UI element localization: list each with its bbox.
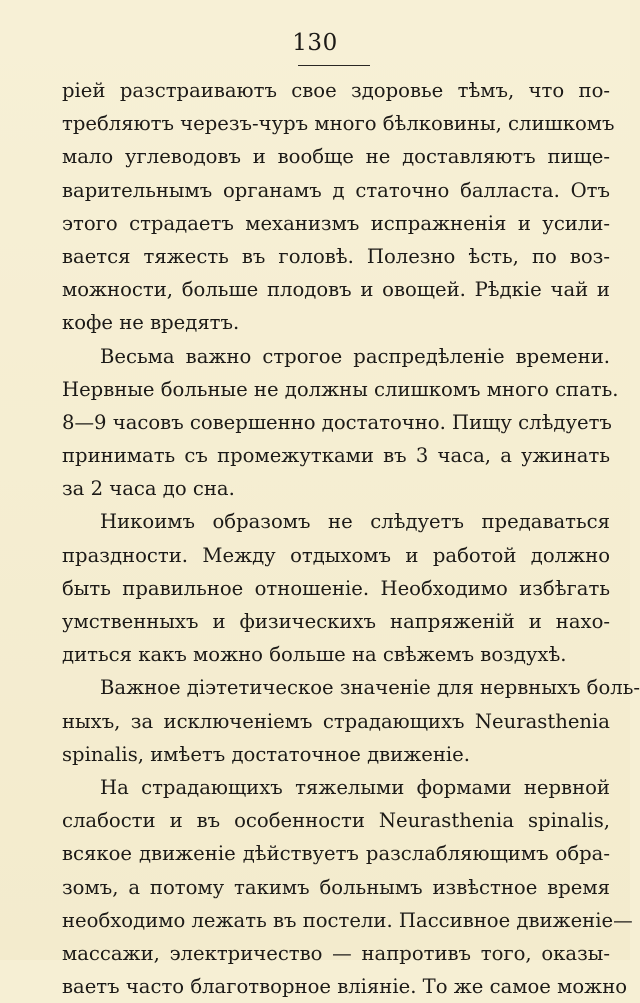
text-line: Важное діэтетическое значеніе для нервныхъ боль-: [100, 676, 640, 700]
text-line: принимать съ промежутками въ 3 часа, а ужинать: [62, 444, 610, 468]
text-line: Весьма важно строгое распредѣленіе времени.: [100, 344, 610, 368]
text-line: можности, больше плодовъ и овощей. Рѣдкіе чай и: [62, 278, 610, 302]
text-line: умственныхъ и физическихъ напряженій и нахо-: [62, 610, 610, 633]
text-line: кофе не вредятъ.: [62, 311, 240, 335]
text-line: зомъ, а потому такимъ больнымъ извѣстное время: [62, 875, 610, 899]
text-line: Нервные больные не должны слишкомъ много спать.: [62, 377, 619, 401]
text-line: мало углеводовъ и вообще не доставляютъ пище-: [62, 145, 610, 169]
text-line: праздности. Между отдыхомъ и работой должно: [62, 543, 610, 567]
text-line: за 2 часа до сна.: [62, 477, 235, 501]
text-line: массажи, электричество — напротивъ того, оказы-: [62, 941, 610, 965]
paragraph: [62, 505, 610, 671]
text-line: ріей разстраиваютъ свое здоровье тѣмъ, что по-: [62, 79, 610, 102]
text-line: необходимо лежать въ постели. Пассивное движеніе—: [62, 908, 633, 932]
text-line: всякое движеніе дѣйствуетъ разслабляющимъ обра-: [62, 842, 610, 866]
text-line: варительнымъ органамъ д статочно балласта. Отъ: [62, 178, 610, 202]
text-line: слабости и въ особенности Neurasthenia spinalis,: [62, 809, 610, 833]
page-number: 130: [292, 30, 338, 56]
body-text: [62, 74, 640, 1003]
paragraph: [62, 671, 640, 771]
text-line: ваетъ часто благотворное вліяніе. То же самое можно: [62, 975, 628, 999]
text-line: Никоимъ образомъ не слѣдуетъ предаваться: [100, 510, 610, 534]
page-number-rule: [298, 65, 370, 66]
text-line: требляютъ черезъ-чуръ много бѣлковины, слишкомъ: [62, 112, 615, 136]
paragraph: [62, 340, 619, 506]
paragraph: [62, 74, 615, 340]
text-line: вается тяжесть въ головѣ. Полезно ѣсть, по воз-: [62, 244, 610, 268]
text-line: быть правильное отношеніе. Необходимо избѣгать: [62, 576, 610, 600]
paragraph: [62, 771, 633, 1003]
text-line: ныхъ, за исключеніемъ страдающихъ Neurasthenia: [62, 709, 610, 733]
text-line: 8—9 часовъ совершенно достаточно. Пищу слѣдуетъ: [62, 410, 612, 434]
text-line: диться какъ можно больше на свѣжемъ воздухѣ.: [62, 643, 567, 667]
text-line: этого страдаетъ механизмъ испражненія и усили-: [62, 211, 610, 235]
text-line: На страдающихъ тяжелыми формами нервной: [100, 775, 610, 799]
text-line: spinalis, имѣетъ достаточное движеніе.: [62, 742, 471, 766]
